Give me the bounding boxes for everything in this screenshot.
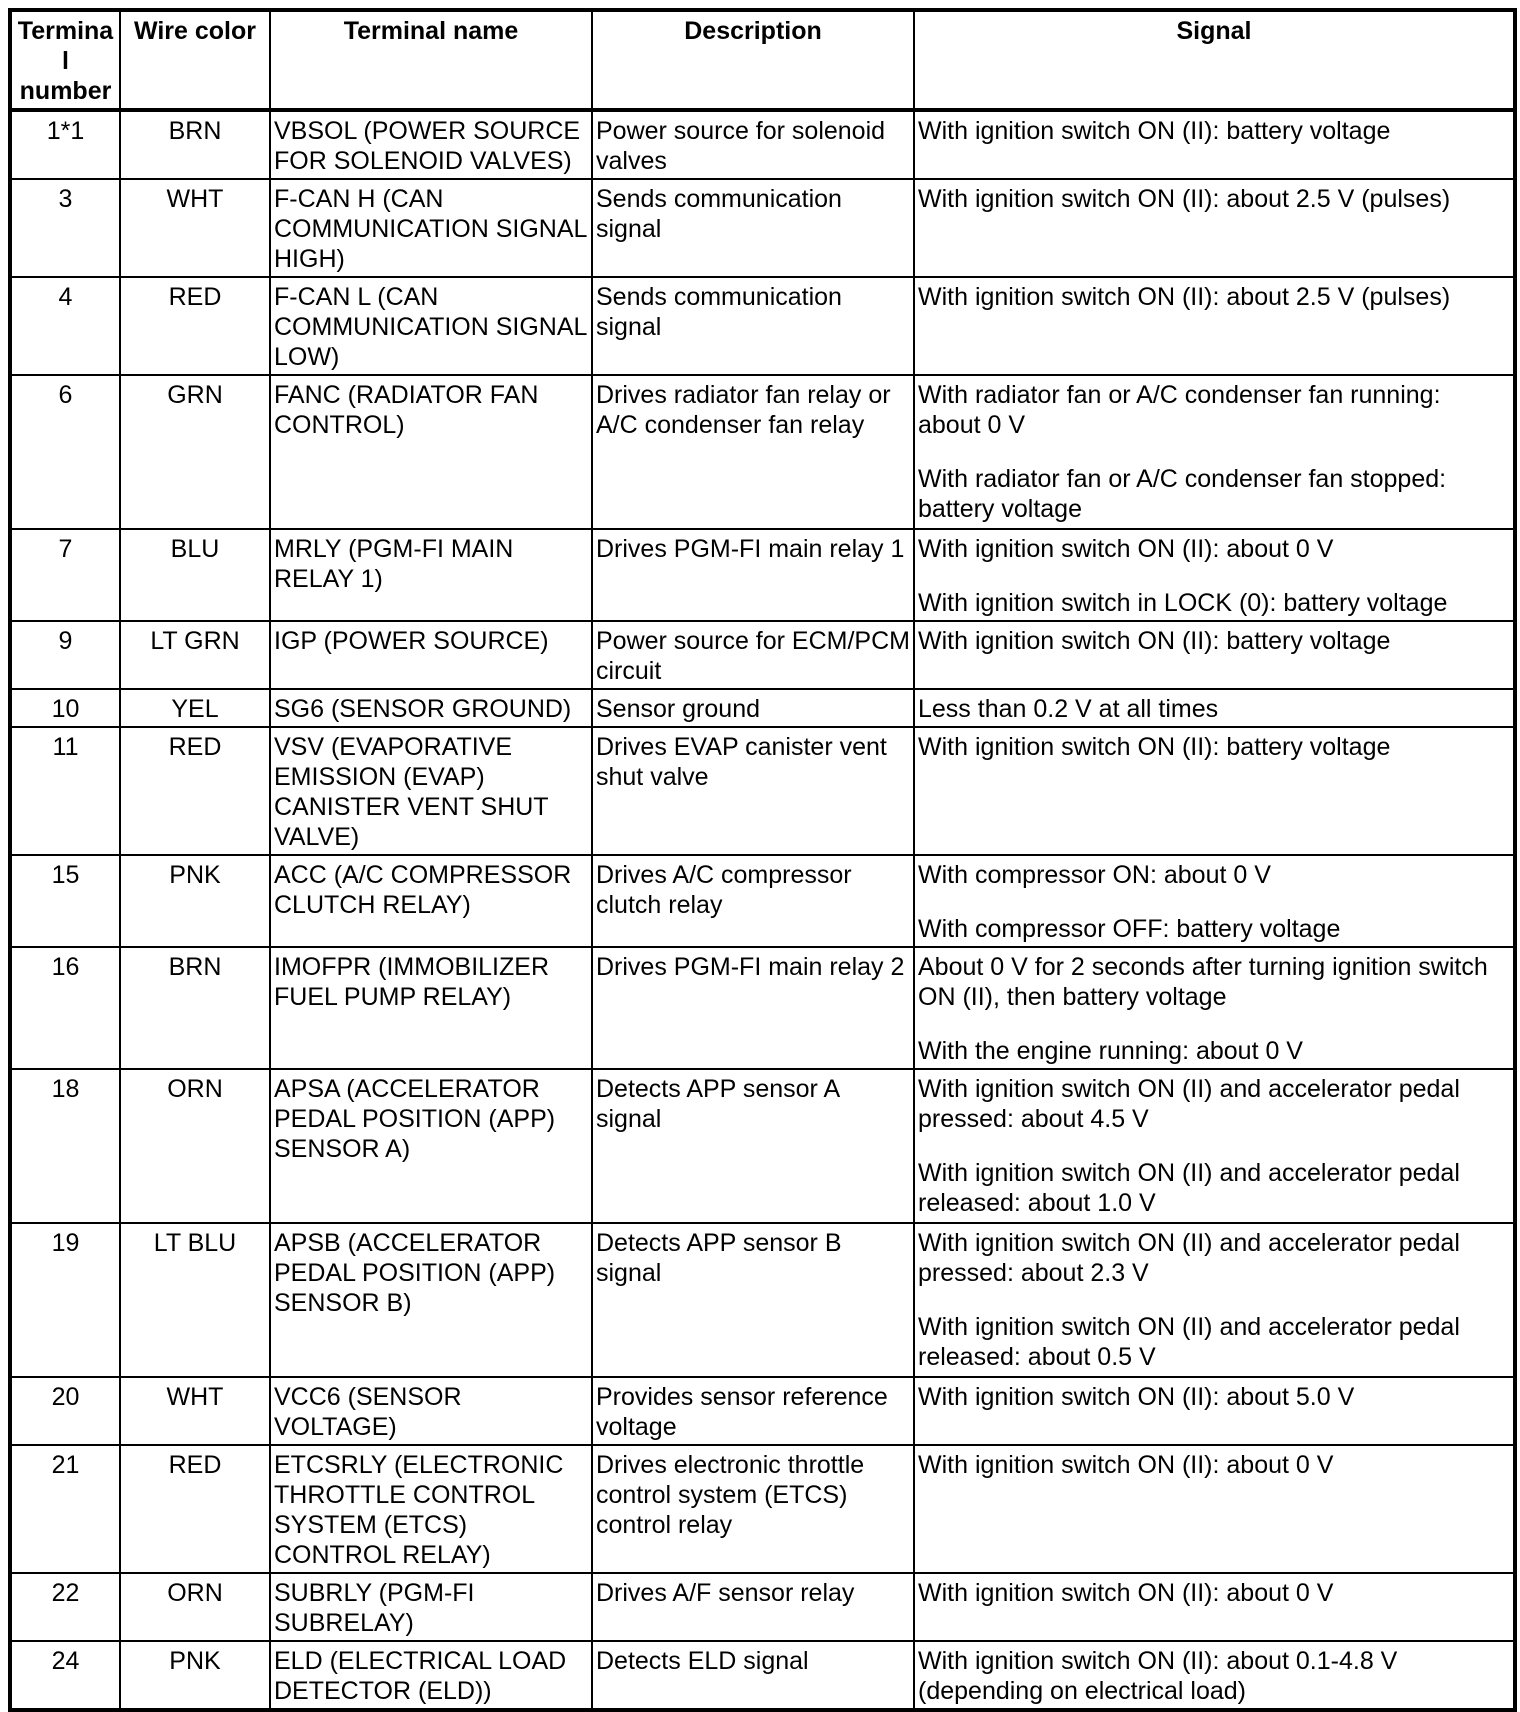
terminal-number-cell: 4: [10, 277, 120, 375]
terminal-number-cell: 3: [10, 179, 120, 277]
terminal-number-cell: 15: [10, 855, 120, 947]
header-terminal-number: Terminal number: [10, 10, 120, 110]
header-terminal-name: Terminal name: [270, 10, 592, 110]
table-row: [10, 947, 1515, 1069]
wire-color-cell: ORN: [120, 1069, 270, 1223]
description-cell: Detects APP sensor B signal: [592, 1223, 914, 1377]
table-row: [10, 1641, 1515, 1710]
signal-cell: [914, 179, 1515, 277]
signal-text: With ignition switch ON (II): about 0 V: [918, 535, 1334, 563]
terminal-number-cell: 20: [10, 1377, 120, 1445]
signal-text: With ignition switch ON (II): about 0.1-4.8 V (depending on electrical load): [918, 1647, 1398, 1705]
table-row: [10, 277, 1515, 375]
terminal-name-cell: IGP (POWER SOURCE): [270, 621, 592, 689]
description-cell: Drives electronic throttle control system (ETCS) control relay: [592, 1445, 914, 1573]
terminal-number-cell: 6: [10, 375, 120, 529]
table-row: [10, 1573, 1515, 1641]
signal-text: With ignition switch ON (II) and accelerator pedal released: about 0.5 V: [918, 1313, 1460, 1371]
table-body: [10, 110, 1515, 1710]
terminal-number-cell: 19: [10, 1223, 120, 1377]
wire-color-cell: RED: [120, 1445, 270, 1573]
wire-color-cell: BRN: [120, 947, 270, 1069]
signal-cell: [914, 375, 1515, 529]
table-row: [10, 375, 1515, 529]
description-cell: Provides sensor reference voltage: [592, 1377, 914, 1445]
terminal-number-cell: 9: [10, 621, 120, 689]
table-row: [10, 727, 1515, 855]
signal-text: Less than 0.2 V at all times: [918, 695, 1219, 723]
terminal-name-cell: APSB (ACCELERATOR PEDAL POSITION (APP) SENSOR B): [270, 1223, 592, 1377]
terminal-name-cell: SUBRLY (PGM-FI SUBRELAY): [270, 1573, 592, 1641]
signal-cell: [914, 1641, 1515, 1710]
terminal-name-cell: F-CAN L (CAN COMMUNICATION SIGNAL LOW): [270, 277, 592, 375]
table-row: [10, 689, 1515, 727]
description-cell: Drives EVAP canister vent shut valve: [592, 727, 914, 855]
table-row: [10, 1377, 1515, 1445]
table-row: [10, 855, 1515, 947]
signal-text: With ignition switch ON (II) and accelerator pedal released: about 1.0 V: [918, 1159, 1460, 1217]
signal-cell: [914, 689, 1515, 727]
terminal-number-cell: 10: [10, 689, 120, 727]
table-row: [10, 1445, 1515, 1573]
table-row: [10, 621, 1515, 689]
signal-text: With radiator fan or A/C condenser fan running: about 0 V: [918, 381, 1441, 439]
wire-color-cell: WHT: [120, 179, 270, 277]
wire-color-cell: YEL: [120, 689, 270, 727]
terminal-name-cell: MRLY (PGM-FI MAIN RELAY 1): [270, 529, 592, 621]
signal-cell: [914, 277, 1515, 375]
signal-cell: [914, 855, 1515, 947]
signal-cell: [914, 110, 1515, 179]
wire-color-cell: BRN: [120, 110, 270, 179]
signal-text: With radiator fan or A/C condenser fan stopped: battery voltage: [918, 465, 1447, 523]
terminal-number-cell: 1*1: [10, 110, 120, 179]
description-cell: Drives PGM-FI main relay 1: [592, 529, 914, 621]
signal-text: With ignition switch ON (II) and accelerator pedal pressed: about 4.5 V: [918, 1075, 1460, 1133]
table-row: [10, 1223, 1515, 1377]
wire-color-cell: GRN: [120, 375, 270, 529]
signal-cell: [914, 1445, 1515, 1573]
signal-text: With compressor ON: about 0 V: [918, 861, 1271, 889]
terminal-name-cell: VCC6 (SENSOR VOLTAGE): [270, 1377, 592, 1445]
signal-cell: [914, 1223, 1515, 1377]
signal-text: With ignition switch ON (II): battery voltage: [918, 733, 1391, 761]
signal-text: With ignition switch ON (II): about 5.0 V: [918, 1383, 1355, 1411]
terminal-name-cell: ETCSRLY (ELECTRONIC THROTTLE CONTROL SYSTEM (ETCS) CONTROL RELAY): [270, 1445, 592, 1573]
terminal-number-cell: 7: [10, 529, 120, 621]
signal-cell: [914, 1069, 1515, 1223]
terminal-name-cell: SG6 (SENSOR GROUND): [270, 689, 592, 727]
header-wire-color: Wire color: [120, 10, 270, 110]
terminal-name-cell: ACC (A/C COMPRESSOR CLUTCH RELAY): [270, 855, 592, 947]
terminal-name-cell: ELD (ELECTRICAL LOAD DETECTOR (ELD)): [270, 1641, 592, 1710]
wire-color-cell: PNK: [120, 855, 270, 947]
signal-text: With ignition switch ON (II): about 0 V: [918, 1579, 1334, 1607]
description-cell: Detects APP sensor A signal: [592, 1069, 914, 1223]
terminal-name-cell: F-CAN H (CAN COMMUNICATION SIGNAL HIGH): [270, 179, 592, 277]
wire-color-cell: RED: [120, 727, 270, 855]
terminal-number-cell: 11: [10, 727, 120, 855]
signal-text: With ignition switch ON (II) and accelerator pedal pressed: about 2.3 V: [918, 1229, 1460, 1287]
table-row: [10, 110, 1515, 179]
signal-cell: [914, 529, 1515, 621]
terminal-name-cell: VBSOL (POWER SOURCE FOR SOLENOID VALVES): [270, 110, 592, 179]
signal-text: With the engine running: about 0 V: [918, 1037, 1303, 1065]
description-cell: Detects ELD signal: [592, 1641, 914, 1710]
wire-color-cell: LT GRN: [120, 621, 270, 689]
signal-text: About 0 V for 2 seconds after turning ignition switch ON (II), then battery voltage: [918, 953, 1488, 1011]
header-row: [10, 10, 1515, 110]
signal-text: With compressor OFF: battery voltage: [918, 915, 1341, 943]
table-row: [10, 1069, 1515, 1223]
table-row: [10, 529, 1515, 621]
wire-color-cell: BLU: [120, 529, 270, 621]
wire-color-cell: WHT: [120, 1377, 270, 1445]
signal-cell: [914, 1573, 1515, 1641]
description-cell: Sends communication signal: [592, 277, 914, 375]
header-signal: Signal: [914, 10, 1515, 110]
signal-text: With ignition switch ON (II): about 2.5 V (pulses): [918, 283, 1451, 311]
terminal-number-cell: 24: [10, 1641, 120, 1710]
wire-color-cell: RED: [120, 277, 270, 375]
terminal-name-cell: APSA (ACCELERATOR PEDAL POSITION (APP) SENSOR A): [270, 1069, 592, 1223]
description-cell: Power source for ECM/PCM circuit: [592, 621, 914, 689]
terminal-name-cell: FANC (RADIATOR FAN CONTROL): [270, 375, 592, 529]
terminal-number-cell: 22: [10, 1573, 120, 1641]
terminal-name-cell: VSV (EVAPORATIVE EMISSION (EVAP) CANISTER VENT SHUT VALVE): [270, 727, 592, 855]
terminal-number-cell: 18: [10, 1069, 120, 1223]
signal-cell: [914, 1377, 1515, 1445]
signal-cell: [914, 727, 1515, 855]
table-row: [10, 179, 1515, 277]
terminal-table: [8, 8, 1517, 1712]
signal-text: With ignition switch ON (II): battery voltage: [918, 627, 1391, 655]
description-cell: Drives A/F sensor relay: [592, 1573, 914, 1641]
description-cell: Drives radiator fan relay or A/C condenser fan relay: [592, 375, 914, 529]
signal-text: With ignition switch in LOCK (0): battery voltage: [918, 589, 1448, 617]
signal-text: With ignition switch ON (II): about 0 V: [918, 1451, 1334, 1479]
signal-text: With ignition switch ON (II): about 2.5 V (pulses): [918, 185, 1451, 213]
terminal-number-cell: 16: [10, 947, 120, 1069]
description-cell: Drives A/C compressor clutch relay: [592, 855, 914, 947]
signal-cell: [914, 621, 1515, 689]
wire-color-cell: PNK: [120, 1641, 270, 1710]
terminal-number-cell: 21: [10, 1445, 120, 1573]
signal-text: With ignition switch ON (II): battery voltage: [918, 117, 1391, 145]
terminal-name-cell: IMOFPR (IMMOBILIZER FUEL PUMP RELAY): [270, 947, 592, 1069]
description-cell: Sends communication signal: [592, 179, 914, 277]
wire-color-cell: LT BLU: [120, 1223, 270, 1377]
description-cell: Sensor ground: [592, 689, 914, 727]
wire-color-cell: ORN: [120, 1573, 270, 1641]
description-cell: Drives PGM-FI main relay 2: [592, 947, 914, 1069]
description-cell: Power source for solenoid valves: [592, 110, 914, 179]
signal-cell: [914, 947, 1515, 1069]
header-description: Description: [592, 10, 914, 110]
